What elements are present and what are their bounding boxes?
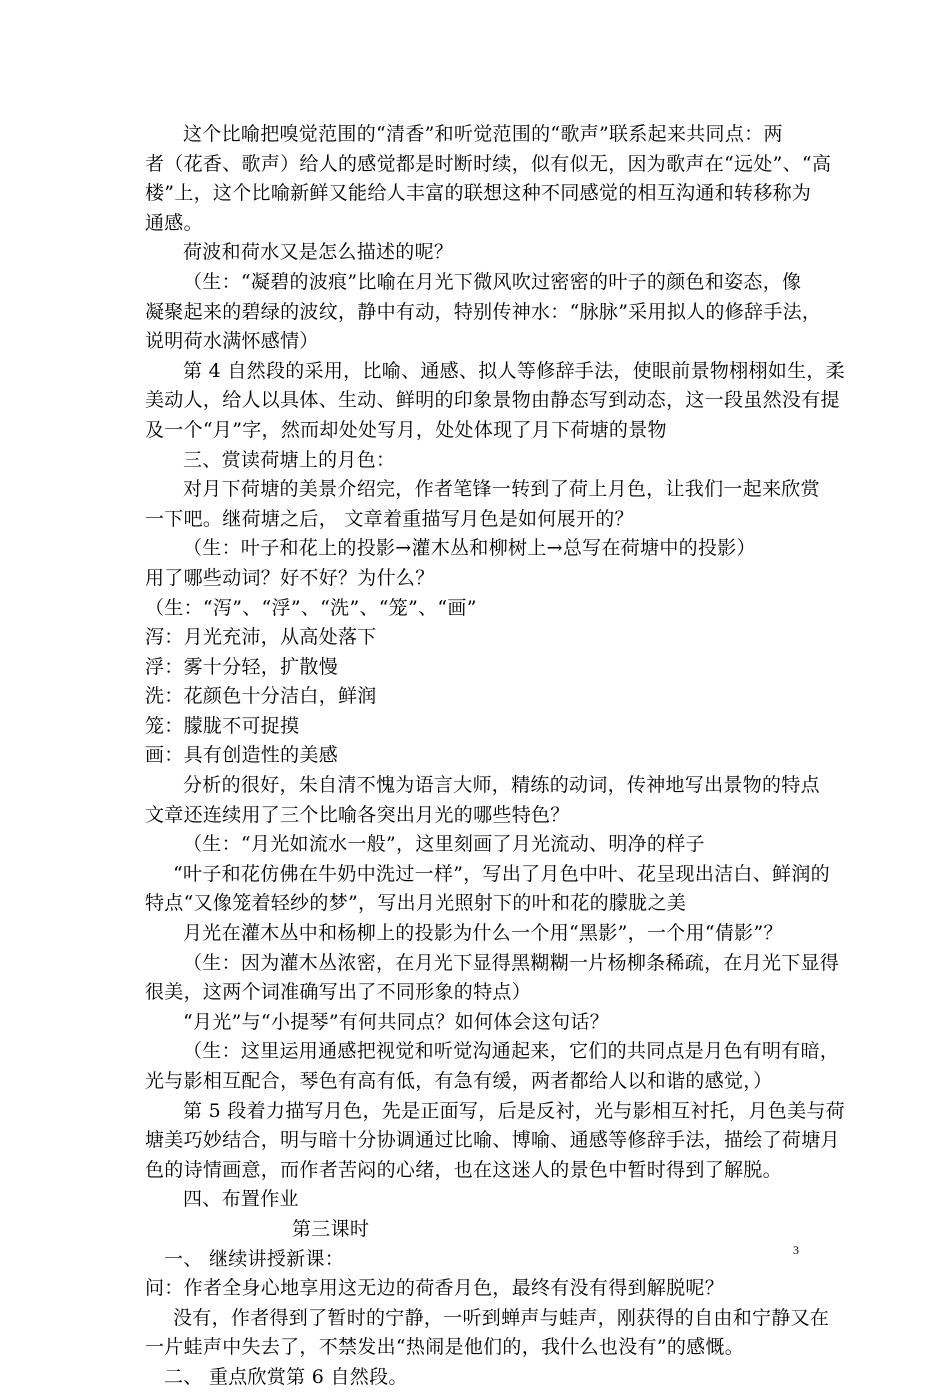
text-line: 塘美巧妙结合，明与暗十分协调通过比喻、博喻、通感等修辞手法，描绘了荷塘月 (145, 1129, 840, 1152)
text-line: 对月下荷塘的美景介绍完，作者笔锋一转到了荷上月色，让我们一起来欣赏 (183, 478, 820, 501)
page-number: 3 (793, 1243, 799, 1257)
text-line: 第三课时 (292, 1217, 370, 1240)
text-line: 色的诗情画意，而作者苦闷的心绪，也在这迷人的景色中暂时得到了解脱。 (145, 1158, 782, 1181)
text-line: “叶子和花仿佛在牛奶中洗过一样”，写出了月色中叶、花呈现出洁白、鲜润的 (173, 862, 830, 885)
text-line: 很美，这两个词准确写出了不同形象的特点） (145, 981, 532, 1004)
text-line: 洗：花颜色十分洁白，鲜润 (145, 685, 377, 708)
text-line: 楼”上，这个比喻新鲜又能给人丰富的联想这种不同感觉的相互沟通和转移称为 (145, 182, 812, 205)
text-line: 光与影相互配合，琴色有高有低，有急有缓，两者都给人以和谐的感觉，） (145, 1070, 773, 1092)
text-line: 泻：月光充沛，从高处落下 (145, 626, 377, 649)
text-line: 说明荷水满怀感情） (145, 330, 319, 353)
text-line: （生：因为灌木丛浓密，在月光下显得黑糊糊一片杨柳条稀疏，在月光下显得 (183, 951, 840, 974)
text-line: 文章还连续用了三个比喻各突出月光的哪些特色？ (145, 803, 570, 826)
text-line: 第 4 自然段的采用，比喻、通感、拟人等修辞手法，使眼前景物栩栩如生，柔 (183, 359, 845, 382)
text-line: 笼：朦胧不可捉摸 (145, 714, 300, 737)
text-line: 问：作者全身心地享用这无边的荷香月色，最终有没有得到解脱呢？ (145, 1277, 725, 1300)
text-line: 美动人，给人以具体、生动、鲜明的印象景物由静态写到动态，这一段虽然没有提 (145, 389, 840, 412)
text-line: 及一个“月”字，然而却处处写月，处处体现了月下荷塘的景物 (145, 418, 667, 441)
text-line: 四、布置作业 (183, 1188, 299, 1211)
text-line: 荷波和荷水又是怎么描述的呢？ (183, 241, 454, 264)
text-line: 画：具有创造性的美感 (145, 744, 339, 767)
text-line: 特点“又像笼着轻纱的梦”，写出月光照射下的叶和花的朦胧之美 (145, 892, 687, 915)
text-line: 三、赏读荷塘上的月色： (183, 448, 396, 471)
text-line: （生：“凝碧的波痕”比喻在月光下微风吹过密密的叶子的颜色和姿态，像 (183, 270, 802, 293)
text-line: （生：这里运用通感把视觉和听觉沟通起来，它们的共同点是月色有明有暗， (183, 1040, 840, 1063)
text-line: “月光”与“小提琴”有何共同点？如何体会这句话？ (183, 1010, 610, 1033)
text-line: 一下吧。继荷塘之后， 文章着重描写月色是如何展开的？ (145, 507, 634, 530)
text-line: 用了哪些动词？好不好？为什么？ (145, 566, 435, 589)
text-line: （生：“泻”、“浮”、“洗”、“笼”、“画” (145, 596, 477, 619)
document-body (145, 120, 845, 1393)
text-line: 没有，作者得到了暂时的宁静，一听到蝉声与蛙声，刚获得的自由和宁静又在 (173, 1306, 830, 1329)
text-line: （生：“月光如流水一般”，这里刻画了月光流动、明净的样子 (183, 833, 705, 856)
text-line: 一片蛙声中失去了，不禁发出“热闹是他们的，我什么也没有”的感慨。 (145, 1336, 745, 1359)
text-line: （生：叶子和花上的投影→灌木丛和柳树上→总写在荷塘中的投影） (183, 537, 756, 560)
text-line: 第 5 段着力描写月色，先是正面写，后是反衬，光与影相互衬托，月色美与荷 (183, 1099, 845, 1122)
text-line: 通感。 (145, 211, 203, 234)
text-line: 浮：雾十分轻，扩散慢 (145, 655, 339, 678)
text-line: 者（花香、歌声）给人的感觉都是时断时续，似有似无，因为歌声在“远处”、“高 (145, 152, 832, 175)
text-line: 分析的很好，朱自清不愧为语言大师，精练的动词，传神地写出景物的特点 (183, 774, 820, 797)
text-line: 凝聚起来的碧绿的波纹，静中有动，特别传神水：“脉脉”采用拟人的修辞手法， (145, 300, 822, 323)
text-line: 二、 重点欣赏第 6 自然段。 (164, 1365, 408, 1388)
text-line: 月光在灌木丛中和杨柳上的投影为什么一个用“黑影”，一个用“倩影”？ (183, 922, 783, 945)
text-line: 一、 继续讲授新课： (164, 1247, 345, 1270)
text-line: 这个比喻把嗅觉范围的“清香”和听觉范围的“歌声”联系起来共同点：两 (183, 123, 783, 145)
